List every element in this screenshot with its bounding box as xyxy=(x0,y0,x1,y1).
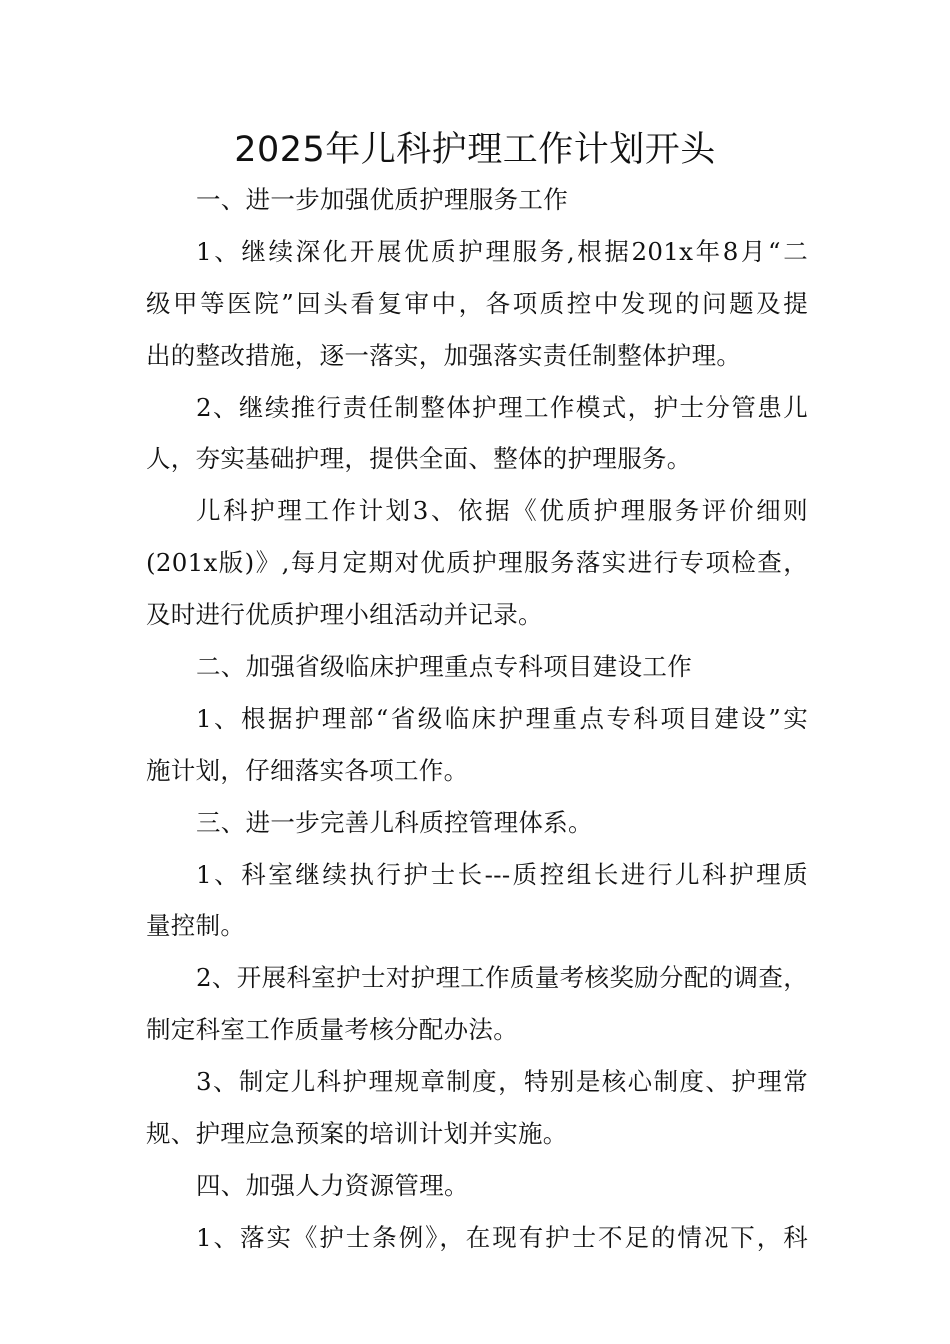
text-line: 级甲等医院”回头看复审中，各项质控中发现的问题及提 xyxy=(146,288,808,318)
text-line: 及时进行优质护理小组活动并记录。 xyxy=(146,600,543,630)
text-line: 3、制定儿科护理规章制度，特别是核心制度、护理常 xyxy=(196,1067,808,1097)
text-line: 1、科室继续执行护士长---质控组长进行儿科护理质 xyxy=(196,859,808,889)
document-body xyxy=(146,174,808,1264)
text-line: 人，夯实基础护理，提供全面、整体的护理服务。 xyxy=(146,444,692,474)
text-line: 一、进一步加强优质护理服务工作 xyxy=(196,185,568,214)
text-line: 出的整改措施，逐一落实，加强落实责任制整体护理。 xyxy=(146,340,742,370)
text-line: 三、进一步完善儿科质控管理体系。 xyxy=(196,807,593,837)
text-line: 量控制。 xyxy=(146,911,246,941)
text-line: 2、开展科室护士对护理工作质量考核奖励分配的调查， xyxy=(196,963,808,993)
text-line: (201x版)》,每月定期对优质护理服务落实进行专项检查， xyxy=(146,548,808,578)
text-line: 规、护理应急预案的培训计划并实施。 xyxy=(146,1119,568,1149)
text-line: 1、根据护理部“省级临床护理重点专科项目建设”实 xyxy=(196,703,808,733)
text-line: 2、继续推行责任制整体护理工作模式，护士分管患儿 xyxy=(196,392,808,422)
text-line: 儿科护理工作计划3、依据《优质护理服务评价细则 xyxy=(196,496,808,526)
text-line: 施计划，仔细落实各项工作。 xyxy=(146,755,469,785)
text-line: 1、落实《护士条例》，在现有护士不足的情况下，科 xyxy=(196,1222,808,1252)
text-line: 1、继续深化开展优质护理服务,根据201x年8月“二 xyxy=(196,236,808,266)
text-line: 二、加强省级临床护理重点专科项目建设工作 xyxy=(196,652,692,682)
text-line: 制定科室工作质量考核分配办法。 xyxy=(146,1015,518,1045)
document-title: 2025年儿科护理工作计划开头 xyxy=(234,130,716,170)
text-line: 四、加强人力资源管理。 xyxy=(196,1170,469,1200)
